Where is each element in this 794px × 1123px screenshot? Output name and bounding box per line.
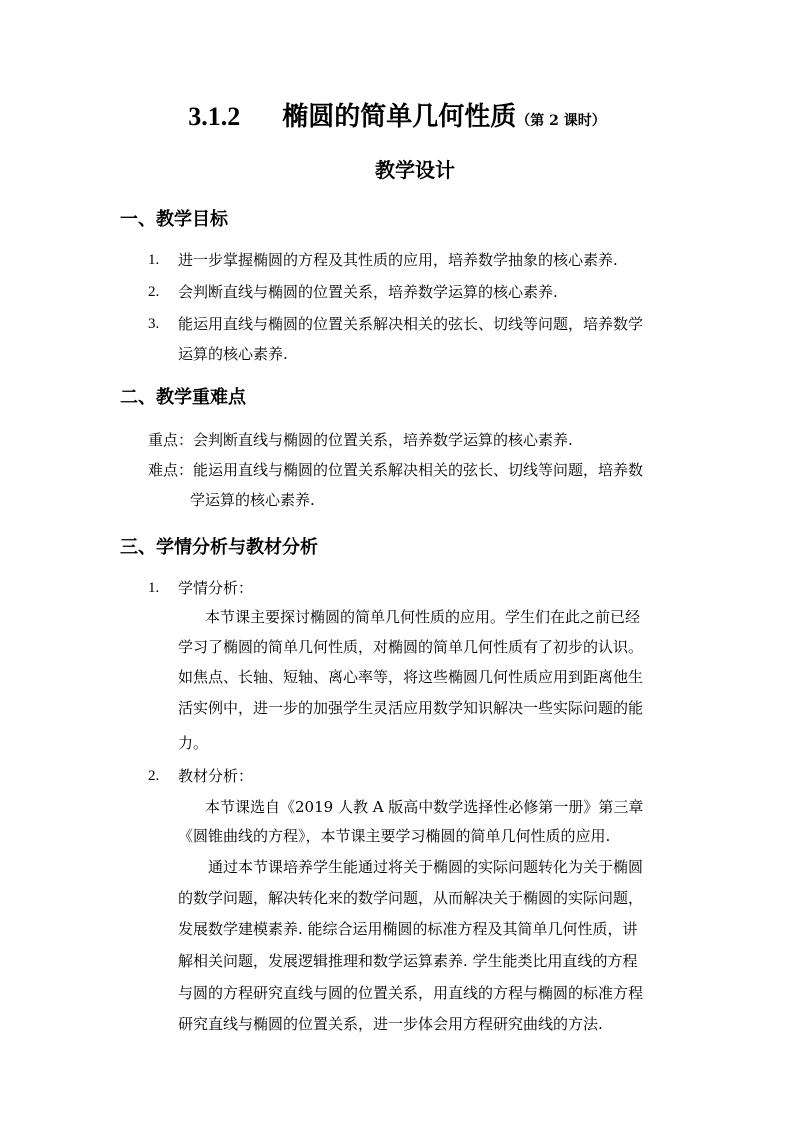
objective-item-2: 会判断直线与椭圆的位置关系，培养数学运算的核心素养. [178, 283, 558, 301]
learner-analysis-line: 如焦点、长轴、短轴、离心率等，将这些椭圆几何性质应用到距离他生 [178, 668, 644, 686]
objective-item-3-line1: 能运用直线与椭圆的位置关系解决相关的弦长、切线等问题，培养数学 [178, 315, 644, 333]
objective-item-1: 进一步掌握椭圆的方程及其性质的应用，培养数学抽象的核心素养. [178, 251, 618, 269]
difficulty-text-line2: 学运算的核心素养. [190, 491, 315, 509]
section-heading-key-points: 二、教学重难点 [120, 387, 246, 408]
key-point-text: 重点：会判断直线与椭圆的位置关系，培养数学运算的核心素养. [148, 431, 573, 449]
learner-analysis-line: 学习了椭圆的简单几何性质，对椭圆的简单几何性质有了初步的认识。 [178, 638, 644, 656]
list-number: 3. [148, 316, 160, 332]
textbook-analysis-line: 研究直线与椭圆的位置关系，进一步体会用方程研究曲线的方法. [178, 1015, 603, 1033]
document-subtitle: 教学设计 [375, 158, 455, 182]
learner-analysis-line: 力。 [178, 734, 209, 752]
textbook-analysis-line: 本节课选自《2019 人教 A 版高中数学选择性必修第一册》第三章 [205, 798, 644, 816]
document-title [0, 96, 794, 133]
textbook-analysis-line: 通过本节课培养学生能通过将关于椭圆的实际问题转化为关于椭圆 [208, 858, 644, 876]
section-heading-analysis: 三、学情分析与教材分析 [120, 537, 318, 558]
list-number: 1. [148, 580, 160, 596]
list-number: 1. [148, 252, 160, 268]
textbook-analysis-label: 教材分析： [178, 767, 254, 785]
textbook-analysis-line: 解相关问题，发展逻辑推理和数学运算素养. 学生能类比用直线的方程 [178, 952, 638, 970]
textbook-analysis-line: 与圆的方程研究直线与圆的位置关系，用直线的方程与椭圆的标准方程 [178, 984, 644, 1002]
title-section-number: 3.1.2 [188, 102, 241, 131]
learner-analysis-line: 活实例中，进一步的加强学生灵活应用数学知识解决一些实际问题的能 [178, 699, 644, 717]
textbook-analysis-line: 发展数学建模素养. 能综合运用椭圆的标准方程及其简单几何性质，讲 [178, 920, 638, 938]
learner-analysis-line: 本节课主要探讨椭圆的简单几何性质的应用。学生们在此之前已经 [205, 608, 641, 626]
title-text: 椭圆的简单几何性质 [282, 102, 517, 132]
textbook-analysis-line: 《圆锥曲线的方程》，本节课主要学习椭圆的简单几何性质的应用. [178, 827, 611, 845]
list-number: 2. [148, 284, 160, 300]
list-number: 2. [148, 768, 160, 784]
section-heading-objectives: 一、教学目标 [120, 209, 228, 230]
objective-item-3-line2: 运算的核心素养. [178, 345, 288, 363]
learner-analysis-label: 学情分析： [178, 579, 254, 597]
title-lesson-note: （第 2 课时） [516, 113, 606, 129]
difficulty-text-line1: 难点：能运用直线与椭圆的位置关系解决相关的弦长、切线等问题，培养数 [148, 461, 644, 479]
textbook-analysis-line: 的数学问题，解决转化来的数学问题，从而解决关于椭圆的实际问题， [178, 889, 644, 907]
